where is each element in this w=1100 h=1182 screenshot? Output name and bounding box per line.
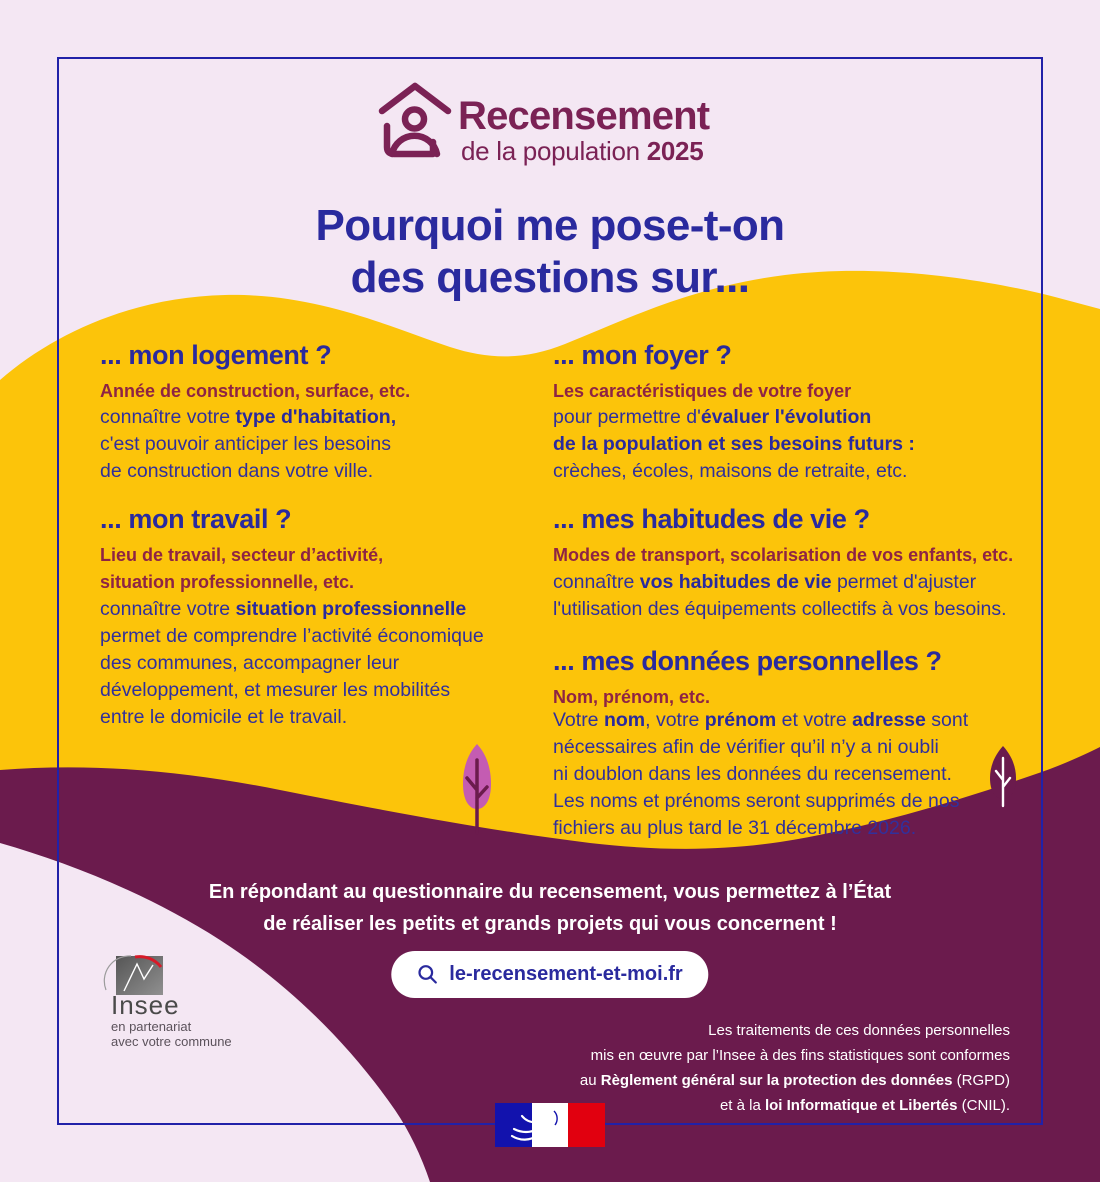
logo-title: Recensement bbox=[458, 94, 710, 138]
page-title bbox=[0, 200, 1100, 304]
section-travail-body: connaître votre situation professionnelle permet de comprendre l’activité économique des communes, accompagner leur développement, et mesurer les mobilités entre le domicile et le travail. bbox=[100, 598, 484, 728]
legal-text: Les traitements de ces données personnelles mis en œuvre par l’Insee à des fins statistiques sont conformes au Règlement général sur la protection des données (RGPD) et à la loi Informatique et Libertés (CNIL). bbox=[579, 1022, 1010, 1114]
section-habitudes-body: connaître vos habitudes de vie permet d'ajuster l'utilisation des équipements collectifs à vos besoins. bbox=[553, 571, 1007, 620]
section-habitudes-lead: Modes de transport, scolarisation de vos enfants, etc. bbox=[553, 545, 1014, 565]
search-icon bbox=[417, 964, 438, 985]
page-title-line1: Pourquoi me pose-t-on bbox=[315, 201, 785, 250]
section-donnees-body: Votre nom, votre prénom et votre adresse sont nécessaires afin de vérifier qu’il n’y a ni oubli ni doublon dans les données du recensement. Les noms et prénoms seront supprimés de nos fichiers au plus tard le 31 décembre 2026. bbox=[553, 709, 969, 839]
section-foyer-body: pour permettre d'évaluer l'évolution de la population et ses besoins futurs : crèches, écoles, maisons de retraite, etc. bbox=[553, 406, 915, 482]
section-donnees-title: ... mes données personnelles ? bbox=[553, 646, 942, 676]
recensement-logo bbox=[378, 80, 454, 162]
section-foyer-title: ... mon foyer ? bbox=[553, 340, 732, 370]
page-title-line2: des questions sur... bbox=[350, 253, 750, 302]
house-person-icon bbox=[378, 80, 454, 162]
banner-line2: de réaliser les petits et grands projets qui vous concernent ! bbox=[263, 913, 837, 935]
banner-text bbox=[0, 876, 1100, 940]
website-url-label: le-recensement-et-moi.fr bbox=[449, 963, 683, 985]
section-habitudes-title: ... mes habitudes de vie ? bbox=[553, 504, 870, 534]
insee-name: Insee bbox=[111, 990, 180, 1020]
section-travail-title: ... mon travail ? bbox=[100, 504, 292, 534]
logo-subtitle bbox=[461, 136, 703, 167]
insee-partnership-line2: avec votre commune bbox=[111, 1034, 232, 1049]
marianne-flag-icon bbox=[495, 1103, 605, 1147]
section-travail-lead: Lieu de travail, secteur d’activité, situation professionnelle, etc. bbox=[100, 545, 384, 592]
logo-year: 2025 bbox=[646, 136, 704, 166]
section-logement-title: ... mon logement ? bbox=[100, 340, 332, 370]
section-donnees-lead: Nom, prénom, etc. bbox=[553, 687, 711, 707]
insee-partnership-line1: en partenariat bbox=[111, 1019, 192, 1034]
section-logement-body: connaître votre type d'habitation, c'est pouvoir anticiper les besoins de construction dans votre ville. bbox=[100, 406, 397, 482]
section-logement-lead: Année de construction, surface, etc. bbox=[100, 381, 411, 401]
banner-line1: En répondant au questionnaire du recensement, vous permettez à l’État bbox=[208, 881, 892, 903]
insee-partnership bbox=[111, 1019, 232, 1049]
section-foyer-lead: Les caractéristiques de votre foyer bbox=[553, 381, 852, 401]
website-search-button[interactable] bbox=[391, 951, 708, 998]
logo-subtitle-text: de la population bbox=[461, 136, 647, 166]
